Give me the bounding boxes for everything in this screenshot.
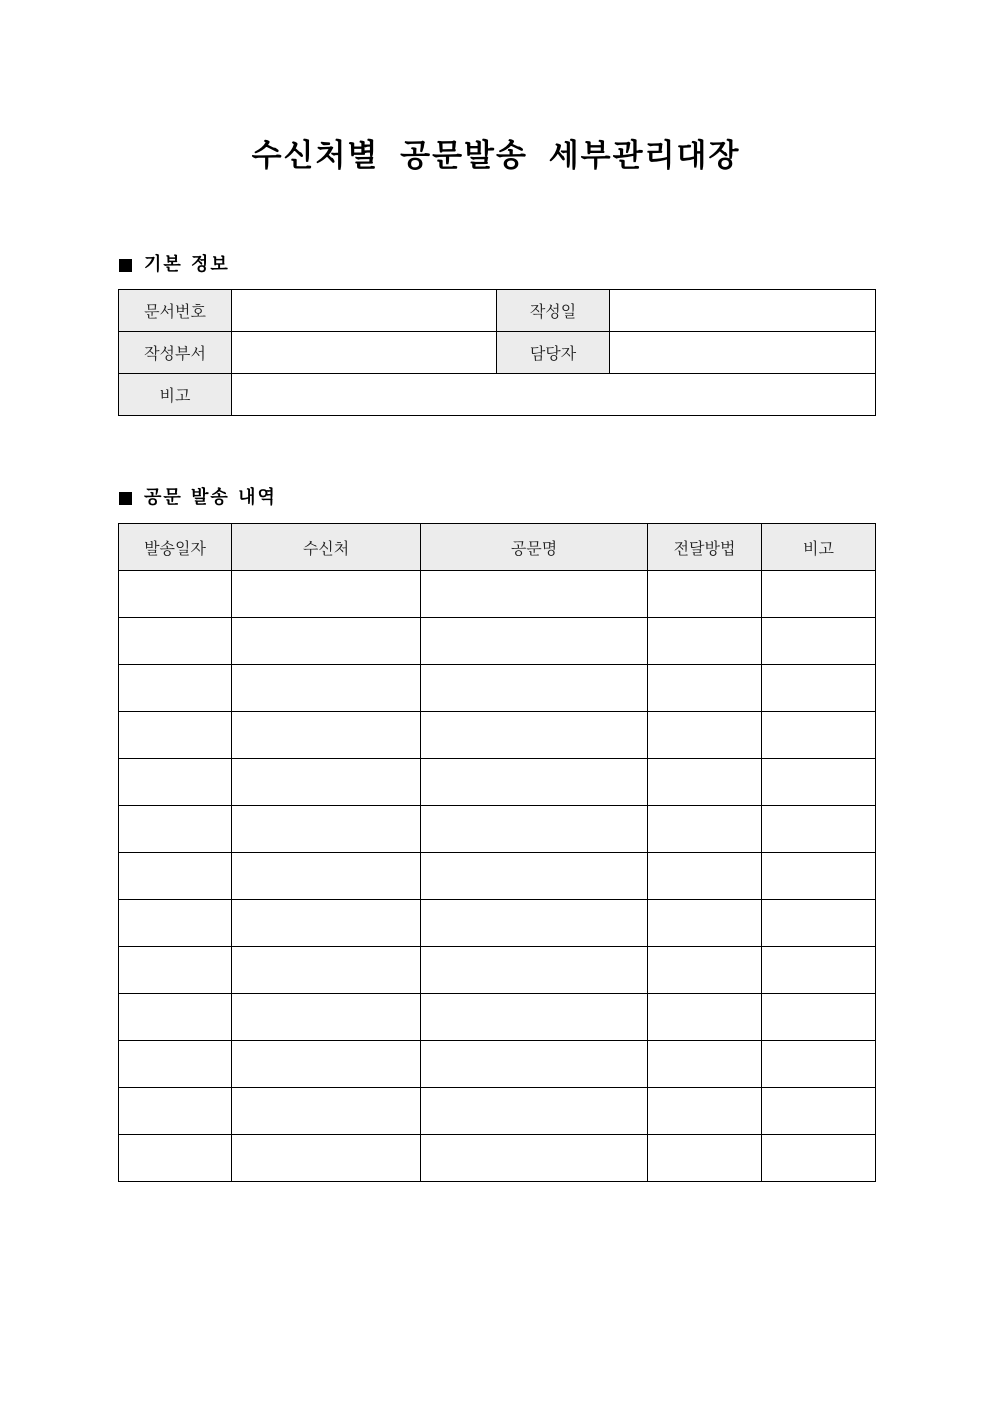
delivery-method-cell[interactable]: [648, 665, 762, 712]
recipient-cell[interactable]: [232, 806, 421, 853]
doc-title-cell[interactable]: [421, 665, 648, 712]
date-cell[interactable]: [119, 665, 232, 712]
remarks-cell[interactable]: [762, 853, 876, 900]
table-row: [119, 1088, 876, 1135]
doc-title-cell[interactable]: [421, 1088, 648, 1135]
table-row: [119, 806, 876, 853]
recipient-cell[interactable]: [232, 900, 421, 947]
date-cell[interactable]: [119, 900, 232, 947]
column-header-date: 발송일자: [119, 524, 232, 571]
table-row: [119, 571, 876, 618]
table-row: [119, 1135, 876, 1182]
delivery-method-cell[interactable]: [648, 712, 762, 759]
remarks-cell[interactable]: [762, 1041, 876, 1088]
date-label: 작성일: [497, 290, 610, 332]
date-cell[interactable]: [119, 1135, 232, 1182]
doc-title-cell[interactable]: [421, 1135, 648, 1182]
remarks-cell[interactable]: [762, 712, 876, 759]
table-header-row: [119, 524, 876, 571]
date-cell[interactable]: [119, 571, 232, 618]
section-heading-basic-info: [119, 253, 230, 277]
doc-title-cell[interactable]: [421, 618, 648, 665]
remarks-cell[interactable]: [762, 947, 876, 994]
table-row: [119, 290, 876, 332]
recipient-cell[interactable]: [232, 665, 421, 712]
table-row: [119, 712, 876, 759]
date-cell[interactable]: [119, 806, 232, 853]
section-heading-label: 공문 발송 내역: [144, 487, 277, 508]
remarks-cell[interactable]: [762, 994, 876, 1041]
date-cell[interactable]: [119, 1088, 232, 1135]
column-header-remarks: 비고: [762, 524, 876, 571]
delivery-method-cell[interactable]: [648, 1135, 762, 1182]
table-row: [119, 947, 876, 994]
table-row: [119, 759, 876, 806]
manager-label: 담당자: [497, 332, 610, 374]
doc-title-cell[interactable]: [421, 806, 648, 853]
recipient-cell[interactable]: [232, 1135, 421, 1182]
department-field[interactable]: [232, 332, 497, 374]
doc-title-cell[interactable]: [421, 759, 648, 806]
date-cell[interactable]: [119, 994, 232, 1041]
date-cell[interactable]: [119, 853, 232, 900]
table-row: [119, 994, 876, 1041]
delivery-method-cell[interactable]: [648, 994, 762, 1041]
remarks-field[interactable]: [232, 374, 876, 416]
date-cell[interactable]: [119, 759, 232, 806]
delivery-method-cell[interactable]: [648, 853, 762, 900]
table-row: [119, 900, 876, 947]
remarks-cell[interactable]: [762, 1088, 876, 1135]
remarks-cell[interactable]: [762, 1135, 876, 1182]
doc-number-field[interactable]: [232, 290, 497, 332]
table-row: [119, 332, 876, 374]
recipient-cell[interactable]: [232, 571, 421, 618]
doc-title-cell[interactable]: [421, 1041, 648, 1088]
recipient-cell[interactable]: [232, 1041, 421, 1088]
recipient-cell[interactable]: [232, 947, 421, 994]
delivery-method-cell[interactable]: [648, 759, 762, 806]
doc-number-label: 문서번호: [119, 290, 232, 332]
doc-title-cell[interactable]: [421, 853, 648, 900]
section-heading-label: 기본 정보: [144, 254, 230, 275]
remarks-cell[interactable]: [762, 806, 876, 853]
recipient-cell[interactable]: [232, 1088, 421, 1135]
table-row: [119, 618, 876, 665]
manager-field[interactable]: [610, 332, 876, 374]
date-cell[interactable]: [119, 712, 232, 759]
delivery-method-cell[interactable]: [648, 900, 762, 947]
date-field[interactable]: [610, 290, 876, 332]
dispatch-table: [118, 523, 876, 1182]
date-cell[interactable]: [119, 947, 232, 994]
table-row: [119, 374, 876, 416]
remarks-cell[interactable]: [762, 900, 876, 947]
date-cell[interactable]: [119, 1041, 232, 1088]
recipient-cell[interactable]: [232, 994, 421, 1041]
remarks-cell[interactable]: [762, 665, 876, 712]
doc-title-cell[interactable]: [421, 712, 648, 759]
table-row: [119, 665, 876, 712]
remarks-cell[interactable]: [762, 759, 876, 806]
basic-info-table: [118, 289, 876, 416]
section-heading-dispatch: [119, 486, 277, 510]
column-header-doc-title: 공문명: [421, 524, 648, 571]
recipient-cell[interactable]: [232, 712, 421, 759]
dispatch-table-body: [119, 571, 876, 1182]
table-row: [119, 1041, 876, 1088]
remarks-cell[interactable]: [762, 571, 876, 618]
department-label: 작성부서: [119, 332, 232, 374]
delivery-method-cell[interactable]: [648, 1041, 762, 1088]
delivery-method-cell[interactable]: [648, 806, 762, 853]
recipient-cell[interactable]: [232, 618, 421, 665]
delivery-method-cell[interactable]: [648, 947, 762, 994]
remarks-label: 비고: [119, 374, 232, 416]
column-header-delivery-method: 전달방법: [648, 524, 762, 571]
square-bullet-icon: [119, 259, 132, 272]
doc-title-cell[interactable]: [421, 947, 648, 994]
doc-title-cell[interactable]: [421, 900, 648, 947]
remarks-cell[interactable]: [762, 618, 876, 665]
square-bullet-icon: [119, 492, 132, 505]
delivery-method-cell[interactable]: [648, 1088, 762, 1135]
date-cell[interactable]: [119, 618, 232, 665]
column-header-recipient: 수신처: [232, 524, 421, 571]
recipient-cell[interactable]: [232, 759, 421, 806]
doc-title-cell[interactable]: [421, 571, 648, 618]
table-row: [119, 853, 876, 900]
recipient-cell[interactable]: [232, 853, 421, 900]
doc-title-cell[interactable]: [421, 994, 648, 1041]
delivery-method-cell[interactable]: [648, 571, 762, 618]
document-title: 수신처별 공문발송 세부관리대장: [251, 138, 741, 174]
delivery-method-cell[interactable]: [648, 618, 762, 665]
